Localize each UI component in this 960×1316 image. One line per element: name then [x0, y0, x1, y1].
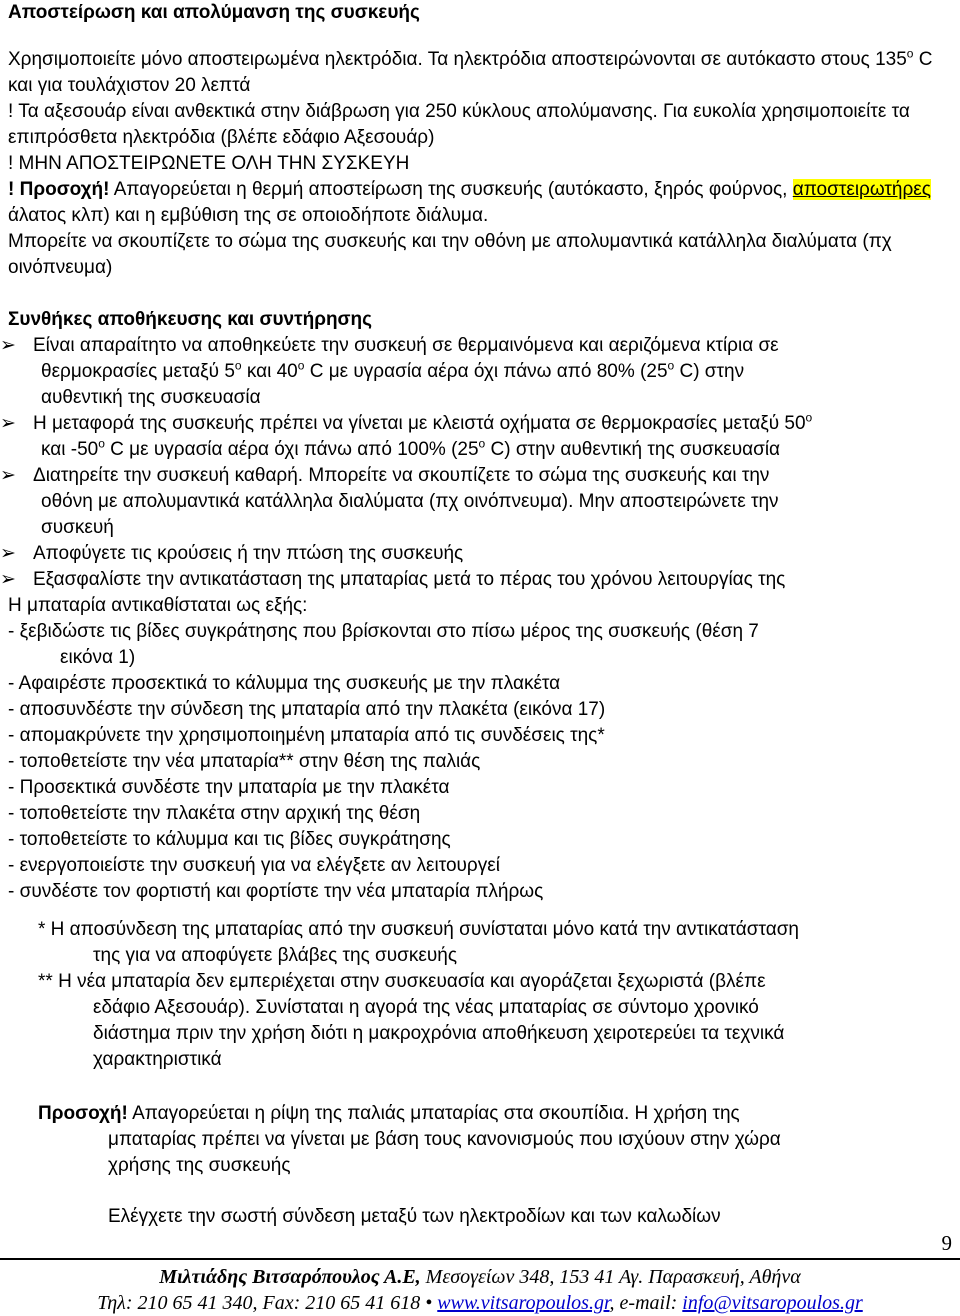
- paragraph-electrodes: [8, 47, 953, 99]
- check-connection: [108, 1204, 953, 1230]
- bullet-item: [0, 410, 953, 463]
- continuation: διάστημα πριν την χρήση διότι η μακροχρόνια αποθήκευση χειροτερεύει τα τεχνικά: [93, 1023, 785, 1044]
- continuation: [8, 359, 953, 385]
- superscript: ο: [906, 46, 914, 61]
- paragraph-caution: [8, 177, 953, 229]
- arrow-bullet-icon: ➢: [0, 335, 16, 356]
- arrow-bullet-icon: ➢: [0, 413, 16, 434]
- arrow-bullet-icon: ➢: [0, 465, 16, 486]
- text: Αποφύγετε τις κρούσεις ή την πτώση της συσκευής: [33, 543, 464, 564]
- text: και 40: [241, 361, 298, 382]
- phone-fax: Τηλ: 210 65 41 340, Fax: 210 65 41 618 •: [97, 1292, 438, 1314]
- address: Μεσογείων 348, 153 41 Αγ. Παρασκευή, Αθήνα: [420, 1266, 801, 1288]
- text: θερμοκρασίες μεταξύ 5: [41, 361, 235, 382]
- continuation: μπαταρίας πρέπει να γίνεται με βάση τους κανονισμούς που ισχύουν στην χώρα: [108, 1129, 781, 1150]
- battery-step: [8, 619, 953, 671]
- continuation: χρήσης της συσκευής: [108, 1155, 291, 1176]
- storage-section: [0, 307, 953, 905]
- text: Απαγορεύεται η θερμή αποστείρωση της συσκευής (αυτόκαστο, ξηρός φούρνος,: [109, 179, 793, 200]
- text: - ξεβιδώστε τις βίδες συγκράτησης που βρίσκονται στο πίσω μέρος της συσκευής (θέση 7: [8, 621, 759, 642]
- superscript: ο: [234, 358, 242, 373]
- paragraph-cleaning: Μπορείτε να σκουπίζετε το σώμα της συσκευής και την οθόνη με απολυμαντικά κατάλληλα διαλύματα (πχ οινόπνευμα): [8, 231, 892, 278]
- superscript: ο: [297, 358, 305, 373]
- text: C με υγρασία αέρα όχι πάνω από 100% (25: [104, 439, 479, 460]
- paragraph-warning-caps: ! ΜΗΝ ΑΠΟΣΤΕΙΡΩΝΕΤΕ ΟΛΗ ΤΗΝ ΣΥΣΚΕΥΗ: [8, 153, 410, 174]
- battery-step: - αποσυνδέστε την σύνδεση της μπαταρία από την πλακέτα (εικόνα 17): [8, 699, 606, 720]
- page-number: 9: [941, 1231, 952, 1255]
- website-link[interactable]: www.vitsaropoulos.gr: [437, 1292, 610, 1314]
- superscript: ο: [805, 410, 813, 425]
- battery-step: - τοποθετείστε την πλακέτα στην αρχική της θέση: [8, 803, 421, 824]
- continuation: εδάφιο Αξεσουάρ). Συνίσταται η αγορά της νέας μπαταρίας σε σύντομο χρονικό: [93, 997, 759, 1018]
- continuation: [8, 437, 953, 463]
- continuation: χαρακτηριστικά: [93, 1049, 222, 1070]
- bullet-item: [0, 333, 953, 411]
- paragraph-accessories: ! Τα αξεσουάρ είναι ανθεκτικά στην διάβρωση για 250 κύκλους απολύμανσης. Για ευκολία χρησιμοποιείτε τα επιπρόσθετα ηλεκτρόδια (βλέπε εδάφιο Αξεσουάρ): [8, 101, 910, 148]
- text: C) στην: [674, 361, 745, 382]
- footnote: [38, 917, 953, 969]
- storage-heading: Συνθήκες αποθήκευσης και συντήρησης: [8, 309, 373, 330]
- text: Η μεταφορά της συσκευής πρέπει να γίνεται με κλειστά οχήματα σε θερμοκρασίες μεταξύ 50: [33, 413, 806, 434]
- text: C με υγρασία αέρα όχι πάνω από 80% (25: [304, 361, 668, 382]
- text: Εξασφαλίστε την αντικατάσταση της μπαταρίας μετά το πέρας του χρόνου λειτουργίας της: [33, 569, 786, 590]
- caution-label: Προσοχή!: [38, 1103, 128, 1124]
- text: Απαγορεύεται η ρίψη της παλιάς μπαταρίας στα σκουπίδια. Η χρήση της: [127, 1103, 740, 1124]
- notes-section: [38, 917, 953, 1073]
- email-link[interactable]: info@vitsaropoulos.gr: [682, 1292, 863, 1314]
- footer-contact-line: [0, 1290, 960, 1316]
- section-title: Αποστείρωση και απολύμανση της συσκευής: [8, 2, 420, 23]
- warning-section: [38, 1101, 953, 1179]
- battery-step: - Προσεκτικά συνδέστε την μπαταρία με την πλακέτα: [8, 777, 450, 798]
- battery-step: - Αφαιρέστε προσεκτικά το κάλυμμα της συσκευής με την πλακέτα: [8, 673, 561, 694]
- text: Διατηρείτε την συσκευή καθαρή. Μπορείτε να σκουπίζετε το σώμα της συσκευής και την: [33, 465, 770, 486]
- continuation: εικόνα 1): [60, 647, 136, 668]
- text: Χρησιμοποιείτε μόνο αποστειρωμένα ηλεκτρόδια. Τα ηλεκτρόδια αποστειρώνονται σε αυτόκαστο στους 135: [8, 49, 907, 70]
- superscript: ο: [478, 436, 486, 451]
- battery-step: - συνδέστε τον φορτιστή και φορτίστε την νέα μπαταρία πλήρως: [8, 881, 544, 902]
- sterilization-section: [8, 0, 953, 281]
- text: και -50: [41, 439, 99, 460]
- continuation: συσκευή: [41, 517, 114, 538]
- bullet-item: [0, 541, 953, 567]
- footer-company-line: [0, 1264, 960, 1290]
- superscript: ο: [667, 358, 675, 373]
- battery-step: - απομακρύνετε την χρησιμοποιημένη μπαταρία από τις συνδέσεις της*: [8, 725, 605, 746]
- battery-disposal-warning: [38, 1101, 953, 1179]
- battery-step: - τοποθετείστε το κάλυμμα και τις βίδες συγκράτησης: [8, 829, 451, 850]
- battery-step: - ενεργοποιείστε την συσκευή για να ελέγξετε αν λειτουργεί: [8, 855, 500, 876]
- text: C) στην αυθεντική της συσκευασία: [485, 439, 781, 460]
- text: άλατος κλπ) και η εμβύθιση της σε οποιοδήποτε διάλυμα.: [8, 205, 489, 226]
- bullet-item: [0, 567, 953, 593]
- text: ** Η νέα μπαταρία δεν εμπεριέχεται στην συσκευασία και αγοράζεται ξεχωριστά (βλέπε: [38, 971, 766, 992]
- continuation: αυθεντική της συσκευασία: [41, 387, 261, 408]
- battery-intro: Η μπαταρία αντικαθίσταται ως εξής:: [8, 595, 308, 616]
- company-name: Μιλτιάδης Βιτσαρόπουλος Α.Ε,: [159, 1266, 421, 1288]
- continuation: οθόνη με απολυμαντικά κατάλληλα διαλύματα (πχ οινόπνευμα). Μην αποστειρώνετε την: [41, 491, 779, 512]
- text: , e-mail:: [609, 1292, 683, 1314]
- text: Είναι απαραίτητο να αποθηκεύετε την συσκευή σε θερμαινόμενα και αεριζόμενα κτίρια σε: [33, 335, 779, 356]
- text: Ελέγχετε την σωστή σύνδεση μεταξύ των ηλεκτροδίων και των καλωδίων: [108, 1206, 721, 1227]
- arrow-bullet-icon: ➢: [0, 569, 16, 590]
- arrow-bullet-icon: ➢: [0, 543, 16, 564]
- highlighted-word: αποστειρωτήρες: [792, 179, 931, 200]
- text: * Η αποσύνδεση της μπαταρίας από την συσκευή συνίσταται μόνο κατά την αντικατάσταση: [38, 919, 799, 940]
- battery-step: - τοποθετείστε την νέα μπαταρία** στην θέση της παλιάς: [8, 751, 481, 772]
- footnote: [38, 969, 953, 1073]
- text: C και για τουλάχιστον 20 λεπτά: [8, 49, 933, 96]
- bullet-item: [0, 463, 953, 541]
- superscript: ο: [98, 436, 105, 451]
- continuation: της για να αποφύγετε βλάβες της συσκευής: [93, 945, 457, 966]
- caution-label: ! Προσοχή!: [8, 179, 110, 200]
- footer-divider: [0, 1258, 960, 1260]
